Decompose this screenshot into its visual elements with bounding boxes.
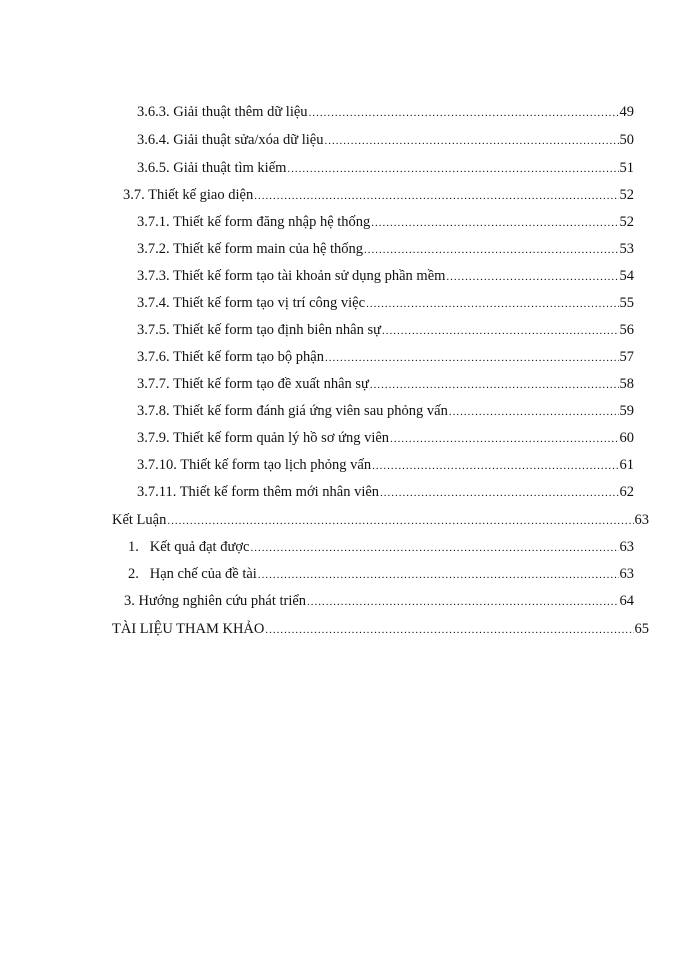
toc-entry-label: 3.7.11. Thiết kế form thêm mới nhân viên [137,484,380,500]
dot-leader [325,349,619,367]
toc-entry-label: 3.6.3. Giải thuật thêm dữ liệu [137,104,308,120]
toc-entry-label: 3.6.4. Giải thuật sửa/xóa dữ liệu [137,132,324,148]
toc-entry-page: 65 [634,621,649,637]
toc-entry[interactable] [137,240,634,259]
dot-leader [324,132,618,150]
toc-entry-page: 59 [619,403,634,419]
toc-entry[interactable] [137,483,634,502]
toc-entry-page: 53 [619,241,634,257]
toc-entry-label: 3.7.6. Thiết kế form tạo bộ phận [137,349,324,365]
toc-entry-label: Kết Luận [112,512,167,528]
toc-entry-page: 50 [619,132,634,148]
dot-leader [265,621,633,639]
toc-entry-page: 52 [619,214,634,230]
toc-entry-page: 56 [619,322,634,338]
toc-entry-page: 51 [619,160,634,176]
toc-entry[interactable] [137,348,634,367]
dot-leader [167,512,633,530]
dot-leader [309,104,619,122]
toc-entry-label: 3.6.5. Giải thuật tìm kiếm [137,160,287,176]
dot-leader [382,322,619,340]
toc-entry-label: 3.7.10. Thiết kế form tạo lịch phỏng vấn [137,457,372,473]
toc-entry[interactable] [137,103,634,122]
toc-entry-page: 58 [619,376,634,392]
toc-entry[interactable] [137,402,634,421]
toc-entry[interactable] [128,538,634,557]
toc-entry-label: 2. Hạn chế của đề tài [128,566,257,582]
toc-entry-page: 63 [634,512,649,528]
toc-entry-label: 3.7.7. Thiết kế form tạo đề xuất nhân sự [137,376,369,392]
toc-entry-label: 3.7.9. Thiết kế form quản lý hồ sơ ứng viên [137,430,390,446]
toc-entry-label: 3.7.4. Thiết kế form tạo vị trí công việc [137,295,366,311]
toc-entry-page: 52 [619,187,634,203]
toc-entry[interactable] [137,267,634,286]
dot-leader [287,160,618,178]
toc-entry[interactable] [137,429,634,448]
toc-entry-label: 3.7.3. Thiết kế form tạo tài khoản sử dụng phần mềm [137,268,446,284]
toc-entry[interactable] [128,565,634,584]
dot-leader [254,187,618,205]
toc-entry-page: 62 [619,484,634,500]
toc-entry-label: 3.7.8. Thiết kế form đánh giá ứng viên sau phỏng vấn [137,403,448,419]
dot-leader [366,295,618,313]
toc-entry-page: 64 [619,593,634,609]
toc-entry-label: 3. Hướng nghiên cứu phát triển [124,593,307,609]
toc-entry-label: 3.7.5. Thiết kế form tạo định biên nhân sự [137,322,381,338]
toc-entry[interactable] [123,186,634,205]
toc-entry[interactable] [137,131,634,150]
dot-leader [258,566,619,584]
toc-entry-page: 60 [619,430,634,446]
toc-entry-page: 63 [619,539,634,555]
toc-entry[interactable] [137,159,634,178]
toc-entry[interactable] [137,375,634,394]
toc-entry[interactable] [112,511,649,530]
toc-entry-label: 3.7. Thiết kế giao diện [123,187,254,203]
dot-leader [370,376,619,394]
toc-entry[interactable] [137,456,634,475]
toc-entry-label: 3.7.2. Thiết kế form main của hệ thống [137,241,364,257]
toc-entry-page: 55 [619,295,634,311]
toc-entry-page: 49 [619,104,634,120]
toc-entry-label: 3.7.1. Thiết kế form đăng nhập hệ thống [137,214,371,230]
dot-leader [390,430,618,448]
dot-leader [371,214,618,232]
dot-leader [380,484,618,502]
toc-entry[interactable] [112,620,649,639]
toc-entry[interactable] [137,213,634,232]
toc-entry-label: 1. Kết quả đạt được [128,539,250,555]
toc-entry-page: 61 [619,457,634,473]
dot-leader [364,241,618,259]
dot-leader [250,539,618,557]
toc-entry-page: 54 [619,268,634,284]
toc-entry-page: 57 [619,349,634,365]
dot-leader [372,457,618,475]
dot-leader [446,268,618,286]
toc-entry[interactable] [137,321,634,340]
dot-leader [449,403,619,421]
dot-leader [307,593,618,611]
toc-entry-page: 63 [619,566,634,582]
toc-entry[interactable] [137,294,634,313]
toc-entry[interactable] [124,592,634,611]
toc-entry-label: TÀI LIỆU THAM KHẢO [112,621,265,637]
